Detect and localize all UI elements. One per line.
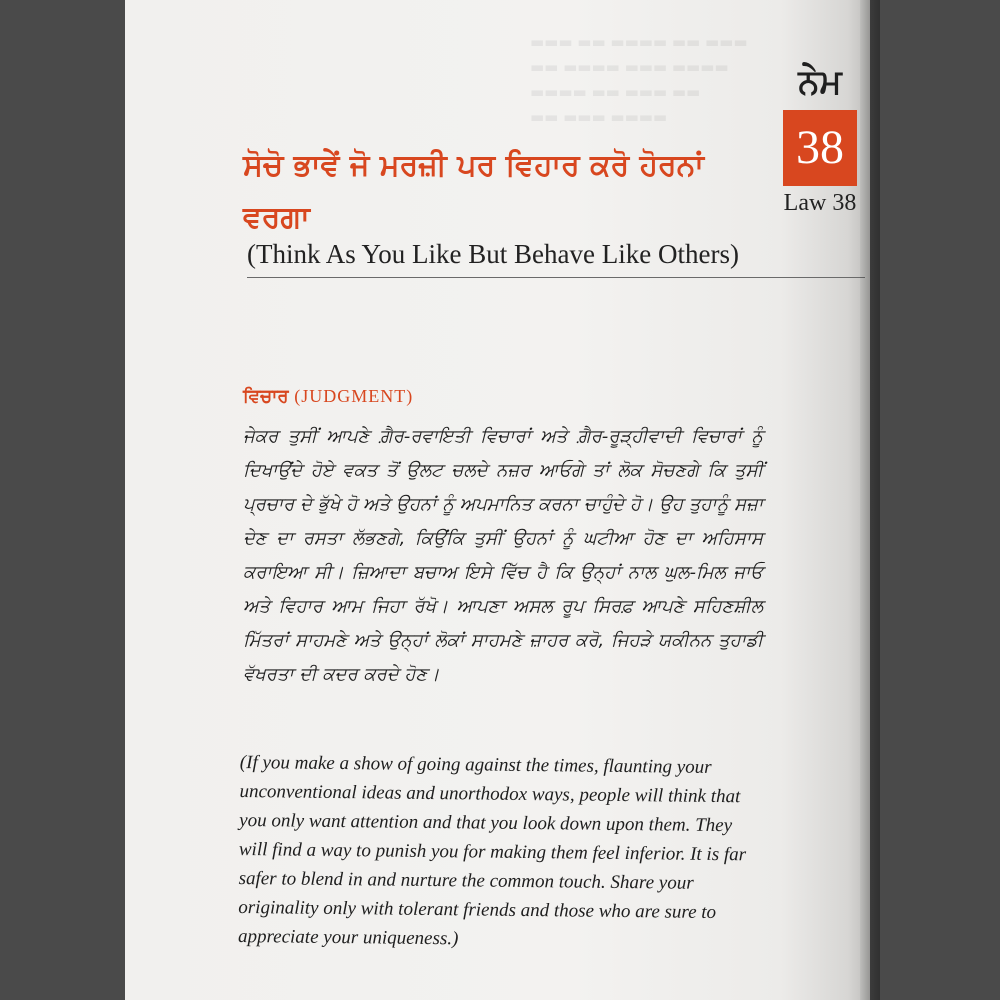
body-text-english: (If you make a show of going against the times, flaunting your unconventional ideas and unorthodox ways, people will think that you only want attention and that you look down upon them. They will find a way to punish you for making them feel inferior. It is far safer to blend in and nurture the common touch. Share your originality only with tolerant friends and those who are sure to appreciate your uniqueness.) xyxy=(237,751,747,950)
title-divider xyxy=(247,277,865,278)
section-heading-english: (JUDGMENT) xyxy=(294,386,414,406)
bleed-through-texture: ▬▬▬ ▬▬ ▬▬▬▬ ▬▬ ▬▬▬ ▬▬ ▬▬▬▬ ▬▬▬ ▬▬▬▬ ▬▬▬▬ ▬▬ ▬▬▬ ▬▬ ▬▬ ▬▬▬ ▬▬▬▬ xyxy=(530,33,748,126)
law-number: 38 xyxy=(796,121,844,174)
section-heading xyxy=(243,382,413,411)
law-number-box xyxy=(783,110,857,186)
body-text-punjabi: ਜੇਕਰ ਤੁਸੀਂ ਆਪਣੇ ਗ਼ੈਰ-ਰਵਾਇਤੀ ਵਿਚਾਰਾਂ ਅਤੇ ਗ਼ੈਰ-ਰੂੜ੍ਹੀਵਾਦੀ ਵਿਚਾਰਾਂ ਨੂੰ ਦਿਖਾਉਂਦੇ ਹੋਏ ਵਕਤ ਤੋਂ ਉਲਟ ਚਲਦੇ ਨਜ਼ਰ ਆਓਗੇ ਤਾਂ ਲੋਕ ਸੋਚਣਗੇ ਕਿ ਤੁਸੀਂ ਪ੍ਰਚਾਰ ਦੇ ਭੁੱਖੇ ਹੋ ਅਤੇ ਉਹਨਾਂ ਨੂੰ ਅਪਮਾਨਿਤ ਕਰਨਾ ਚਾਹੁੰਦੇ ਹੋ। ਉਹ ਤੁਹਾਨੂੰ ਸਜ਼ਾ ਦੇਣ ਦਾ ਰਸਤਾ ਲੱਭਣਗੇ, ਕਿਉਂਕਿ ਤੁਸੀਂ ਉਹਨਾਂ ਨੂੰ ਘਟੀਆ ਹੋਣ ਦਾ ਅਹਿਸਾਸ ਕਰਾਇਆ ਸੀ। ਜ਼ਿਆਦਾ ਬਚਾਅ ਇਸੇ ਵਿੱਚ ਹੈ ਕਿ ਉਨ੍ਹਾਂ ਨਾਲ ਘੁਲ-ਮਿਲ ਜਾਓ ਅਤੇ ਵਿਹਾਰ ਆਮ ਜਿਹਾ ਰੱਖੋ। ਆਪਣਾ ਅਸਲ ਰੂਪ ਸਿਰਫ਼ ਆਪਣੇ ਸਹਿਣਸ਼ੀਲ ਮਿੱਤਰਾਂ ਸਾਹਮਣੇ ਅਤੇ ਉਨ੍ਹਾਂ ਲੋਕਾਂ ਸਾਹਮਣੇ ਜ਼ਾਹਰ ਕਰੋ, ਜਿਹੜੇ ਯਕੀਨਨ ਤੁਹਾਡੀ ਵੱਖਰਤਾ ਦੀ ਕਦਰ ਕਰਦੇ ਹੋਣ। xyxy=(243,426,763,685)
book-page xyxy=(125,0,870,1000)
page-title-punjabi: ਸੋਚੋ ਭਾਵੇਂ ਜੋ ਮਰਜ਼ੀ ਪਰ ਵਿਹਾਰ ਕਰੋ ਹੋਰਨਾਂ ਵਰਗਾ xyxy=(243,148,704,235)
nem-label: ਨੇਮ xyxy=(798,62,842,102)
page-curl-shadow xyxy=(860,0,880,1000)
law-header xyxy=(775,62,865,217)
section-heading-punjabi: ਵਿਚਾਰ xyxy=(243,386,289,407)
law-label: Law 38 xyxy=(783,190,857,216)
page-title-english: (Think As You Like But Behave Like Others) xyxy=(247,239,739,269)
